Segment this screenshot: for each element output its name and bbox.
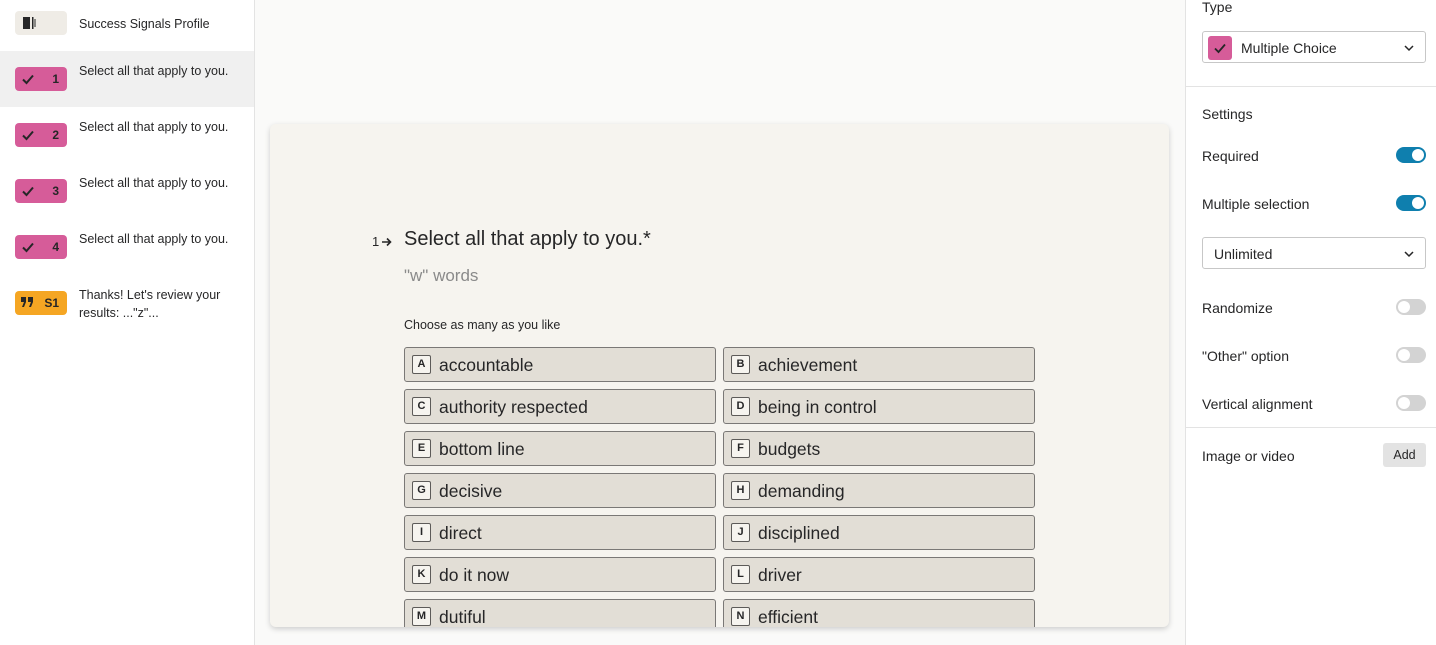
choice-option[interactable] [723, 389, 1035, 424]
choice-key: F [731, 439, 750, 458]
choice-label: demanding [758, 481, 845, 501]
choice-key: E [412, 439, 431, 458]
toggle-knob [1412, 149, 1424, 161]
selection-limit-select[interactable] [1202, 237, 1426, 269]
sidebar-item-label: Select all that apply to you. [79, 232, 229, 246]
sidebar-item-question-3[interactable] [0, 163, 254, 219]
choice-option[interactable] [723, 515, 1035, 550]
other-option-label: "Other" option [1202, 348, 1289, 364]
editor-canvas [255, 0, 1185, 645]
vertical-alignment-toggle[interactable] [1396, 395, 1426, 411]
question-preview-card [270, 124, 1169, 627]
type-color-swatch [1208, 36, 1232, 60]
choice-key: H [731, 481, 750, 500]
choice-label: do it now [439, 565, 510, 585]
choice-label: decisive [439, 481, 503, 501]
sidebar-header-item[interactable] [0, 0, 254, 56]
checkmark-icon [21, 240, 35, 254]
choice-option[interactable] [404, 389, 716, 424]
choice-option[interactable] [404, 473, 716, 508]
sidebar-item-statement[interactable] [0, 275, 254, 331]
checkmark-icon [21, 184, 35, 198]
question-title[interactable]: Select all that apply to you.* [404, 228, 651, 250]
choice-label: efficient [758, 607, 818, 627]
sidebar-item-question-4[interactable] [0, 219, 254, 275]
type-heading: Type [1202, 0, 1233, 15]
quote-icon [21, 297, 35, 309]
toggle-knob [1398, 397, 1410, 409]
question-number: 2 [52, 128, 59, 142]
choice-option[interactable] [404, 599, 716, 627]
choice-key: A [412, 355, 431, 374]
choice-option[interactable] [723, 473, 1035, 508]
image-or-video-label: Image or video [1202, 448, 1295, 464]
choice-option[interactable] [404, 515, 716, 550]
chevron-down-icon [1403, 42, 1415, 54]
sidebar-item-question-2[interactable] [0, 107, 254, 163]
divider [1186, 427, 1436, 428]
toggle-knob [1412, 197, 1424, 209]
randomize-label: Randomize [1202, 300, 1273, 316]
question-number: 1 [52, 72, 59, 86]
choice-label: driver [758, 565, 802, 585]
choice-label: disciplined [758, 523, 840, 543]
checkmark-icon [21, 128, 35, 142]
question-number: 4 [52, 240, 59, 254]
question-type-value: Multiple Choice [1241, 40, 1337, 56]
choice-hint: Choose as many as you like [404, 318, 561, 332]
choice-option[interactable] [723, 557, 1035, 592]
choice-label: accountable [439, 355, 534, 375]
choice-key: B [731, 355, 750, 374]
settings-heading: Settings [1202, 106, 1253, 122]
choice-label: achievement [758, 355, 858, 375]
multiple-selection-toggle[interactable] [1396, 195, 1426, 211]
question-badge [15, 67, 67, 91]
choice-option[interactable] [723, 599, 1035, 627]
question-number-indicator [372, 234, 392, 249]
choice-option[interactable] [723, 347, 1035, 382]
randomize-toggle[interactable] [1396, 299, 1426, 315]
choice-label: being in control [758, 397, 877, 417]
sidebar-item-label: Select all that apply to you. [79, 64, 229, 78]
divider [1186, 86, 1436, 87]
question-number: 1 [372, 234, 380, 249]
choice-label: dutiful [439, 607, 486, 627]
choice-key: J [731, 523, 750, 542]
choice-key: I [412, 523, 431, 542]
choice-key: L [731, 565, 750, 584]
statement-number: S1 [44, 296, 59, 310]
choice-option[interactable] [404, 347, 716, 382]
choice-key: C [412, 397, 431, 416]
statement-bars-icon [22, 16, 36, 30]
choice-key: M [412, 607, 431, 626]
question-type-select[interactable] [1202, 31, 1426, 63]
choice-key: D [731, 397, 750, 416]
toggle-knob [1398, 349, 1410, 361]
choice-label: bottom line [439, 439, 525, 459]
selection-limit-value: Unlimited [1214, 246, 1273, 262]
choice-option[interactable] [404, 431, 716, 466]
multiple-selection-label: Multiple selection [1202, 196, 1310, 212]
sidebar-item-question-1[interactable] [0, 51, 254, 107]
vertical-alignment-label: Vertical alignment [1202, 396, 1313, 412]
question-badge [15, 179, 67, 203]
toggle-knob [1398, 301, 1410, 313]
question-number: 3 [52, 184, 59, 198]
checkmark-icon [21, 72, 35, 86]
question-description[interactable]: "w" words [404, 266, 479, 285]
sidebar-header-title: Success Signals Profile [79, 17, 210, 31]
chevron-down-icon [1403, 248, 1415, 260]
choice-label: budgets [758, 439, 821, 459]
choice-label: authority respected [439, 397, 588, 417]
other-option-toggle[interactable] [1396, 347, 1426, 363]
question-sidebar [0, 0, 255, 645]
question-badge [15, 123, 67, 147]
choice-key: K [412, 565, 431, 584]
checkmark-icon [1213, 41, 1227, 55]
required-toggle[interactable] [1396, 147, 1426, 163]
welcome-badge [15, 11, 67, 35]
choice-option[interactable] [723, 431, 1035, 466]
statement-badge [15, 291, 67, 315]
choice-key: N [731, 607, 750, 626]
sidebar-item-label: Select all that apply to you. [79, 176, 229, 190]
choice-key: G [412, 481, 431, 500]
arrow-right-icon [381, 237, 392, 247]
sidebar-item-label: Thanks! Let's review your results: ..."z"... [79, 288, 221, 320]
choice-option[interactable] [404, 557, 716, 592]
sidebar-item-label: Select all that apply to you. [79, 120, 229, 134]
question-badge [15, 235, 67, 259]
choice-label: direct [439, 523, 482, 543]
required-label: Required [1202, 148, 1259, 164]
settings-panel [1185, 0, 1436, 645]
add-media-button[interactable]: Add [1383, 443, 1426, 467]
